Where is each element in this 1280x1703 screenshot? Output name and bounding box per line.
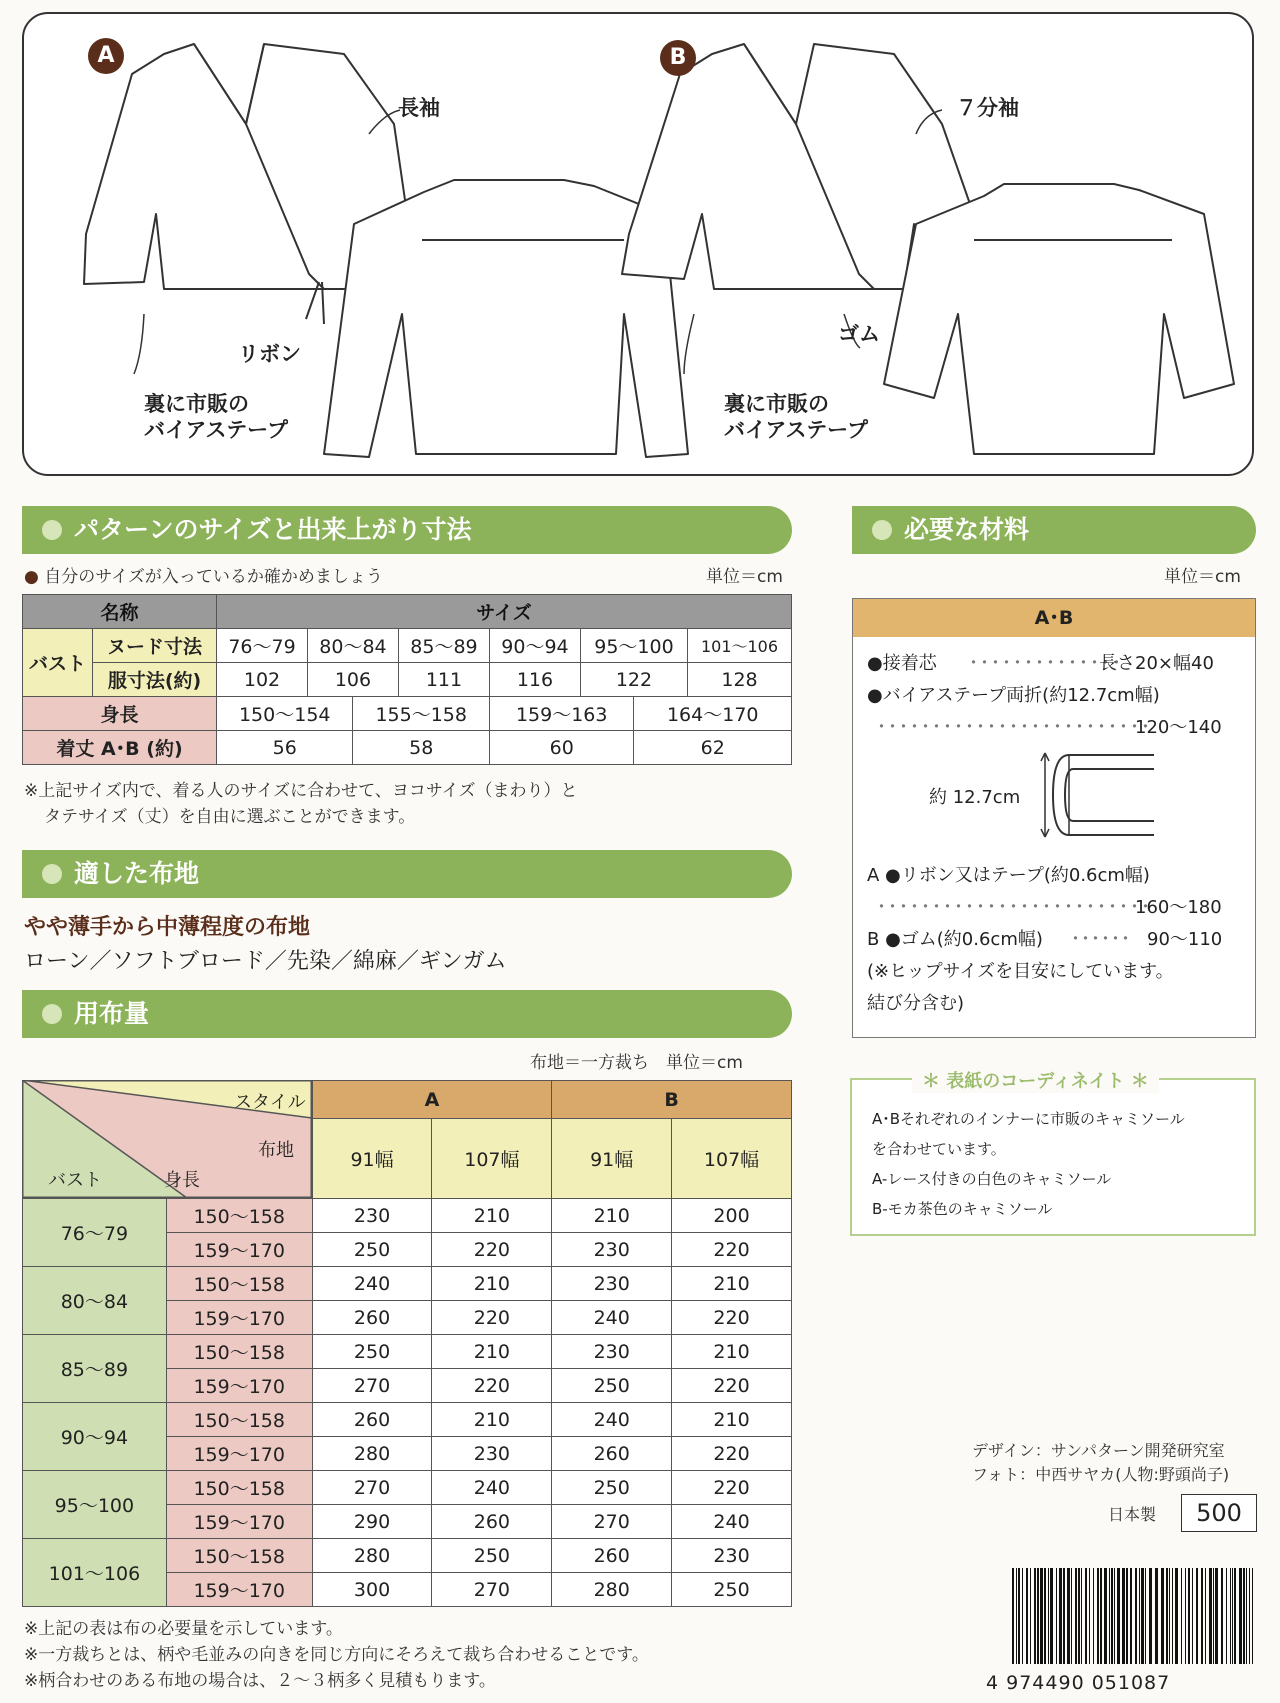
barcode-bar: [1071, 1568, 1072, 1664]
garment-value: 128: [688, 663, 792, 697]
barcode-bar: [1012, 1568, 1014, 1664]
credit-photo: フォト：中西サヤカ(人物:野頭尚子): [972, 1465, 1230, 1484]
length-value: 56: [217, 731, 353, 765]
length-value: 58: [353, 731, 489, 765]
barcode-bar: [1221, 1568, 1223, 1664]
barcode-bar: [1230, 1568, 1231, 1664]
badge-a: A: [88, 38, 124, 74]
height-cell: 159〜170: [166, 1505, 312, 1539]
yardage-value: 210: [432, 1403, 552, 1437]
illustration-panel: [22, 12, 1254, 476]
materials-header: A･B: [853, 599, 1255, 637]
bullet-icon: [42, 1004, 62, 1024]
yardage-value: 210: [432, 1199, 552, 1233]
barcode-bar: [1209, 1568, 1212, 1664]
dot-leader: ･････････････････････････: [877, 717, 1152, 738]
garment-value: 122: [580, 663, 687, 697]
label-bias-b-1: 裏に市販の: [724, 392, 829, 416]
corner-height: 身長: [164, 1170, 200, 1191]
yardage-value: 280: [552, 1573, 672, 1607]
table-row: [23, 1471, 792, 1505]
yardage-footnote-3: ※柄合わせのある布地の場合は、２〜３柄多く見積もります。: [24, 1671, 496, 1691]
height-cell: 150〜158: [166, 1267, 312, 1301]
size-footnote-2: タテサイズ（丈）を自由に選ぶことができます。: [44, 807, 416, 827]
barcode-bar: [1169, 1568, 1170, 1664]
materials-section-header: 必要な材料: [852, 506, 1256, 554]
ribbon-label: A ●リボン又はテープ(約0.6cm幅): [867, 865, 1150, 886]
size-section-header: パターンのサイズと出来上がり寸法: [22, 506, 792, 554]
barcode-bar: [1175, 1568, 1178, 1664]
height-cell: 150〜158: [166, 1539, 312, 1573]
yardage-value: 210: [672, 1267, 792, 1301]
bust-cell: 101〜106: [23, 1539, 167, 1607]
barcode-bar: [1081, 1568, 1082, 1664]
height-label: 身長: [23, 697, 217, 731]
barcode-bar: [1232, 1568, 1233, 1664]
bust-cell: 80〜84: [23, 1267, 167, 1335]
yardage-table: [22, 1080, 792, 1607]
style-b-header: B: [552, 1081, 792, 1119]
ribbon-value: 160〜180: [1135, 897, 1222, 918]
coordinate-title: ＊ 表紙のコーディネイト ＊: [912, 1067, 1159, 1093]
barcode-bar: [1067, 1568, 1070, 1664]
height-cell: 150〜158: [166, 1403, 312, 1437]
nude-value: 85〜89: [398, 629, 489, 663]
elastic-note-1: (※ヒップサイズを目安にしています。: [867, 961, 1174, 982]
yardage-value: 220: [432, 1233, 552, 1267]
barcode-bar: [1104, 1568, 1107, 1664]
barcode-bar: [1141, 1568, 1144, 1664]
barcode-bar: [1226, 1568, 1227, 1664]
dot-leader: ･････････････････････････: [877, 897, 1152, 918]
height-cell: 159〜170: [166, 1369, 312, 1403]
barcode-bar: [1213, 1568, 1214, 1664]
made-in: 日本製: [1108, 1505, 1157, 1524]
height-cell: 150〜158: [166, 1199, 312, 1233]
badge-b: B: [660, 40, 696, 76]
size-note: ● 自分のサイズが入っているか確かめましょう: [24, 567, 383, 587]
yardage-value: 220: [672, 1233, 792, 1267]
barcode-bar: [1196, 1568, 1198, 1664]
tape-width-label: 約 12.7cm: [929, 787, 1021, 808]
barcode-bar: [1059, 1568, 1062, 1664]
height-cell: 159〜170: [166, 1233, 312, 1267]
yardage-value: 240: [432, 1471, 552, 1505]
yardage-value: 210: [672, 1403, 792, 1437]
table-row: [23, 1539, 792, 1573]
nude-value: 80〜84: [307, 629, 398, 663]
coordinate-box: [850, 1071, 1256, 1236]
yardage-value: 290: [312, 1505, 432, 1539]
height-cell: 150〜158: [166, 1335, 312, 1369]
length-value: 60: [489, 731, 634, 765]
price-box: 500: [1181, 1494, 1257, 1532]
bust-cell: 95〜100: [23, 1471, 167, 1539]
yardage-value: 260: [312, 1403, 432, 1437]
nude-value: 76〜79: [217, 629, 308, 663]
yardage-value: 220: [672, 1471, 792, 1505]
barcode-bar: [1078, 1568, 1080, 1664]
height-cell: 159〜170: [166, 1301, 312, 1335]
table-row: [23, 1267, 792, 1301]
height-cell: 159〜170: [166, 1437, 312, 1471]
yardage-footnote-1: ※上記の表は布の必要量を示しています。: [24, 1619, 343, 1639]
label-three-quarter: ７分袖: [956, 96, 1019, 120]
barcode-bar: [1246, 1568, 1247, 1664]
corner-fabric: 布地: [258, 1140, 294, 1161]
dot-leader: ･･････････････: [969, 653, 1123, 674]
yardage-value: 250: [312, 1335, 432, 1369]
label-bias-a-1: 裏に市販の: [144, 392, 249, 416]
height-value: 164〜170: [634, 697, 792, 731]
barcode-bar: [1201, 1568, 1203, 1664]
corner-bust: バスト: [48, 1170, 102, 1191]
elastic-label: B ●ゴム(約0.6cm幅): [867, 929, 1043, 950]
materials-unit: 単位＝cm: [1164, 567, 1241, 587]
label-long-sleeve: 長袖: [398, 96, 440, 120]
garment-b-back: [884, 184, 1234, 454]
yardage-unit: 布地＝一方裁ち 単位＝cm: [530, 1053, 743, 1073]
bullet-icon: [42, 864, 62, 884]
nude-label: ヌード寸法: [93, 629, 217, 663]
barcode-bar: [1097, 1568, 1099, 1664]
yardage-value: 230: [672, 1539, 792, 1573]
size-table: [22, 594, 792, 765]
barcode-icon: [1010, 1568, 1258, 1668]
yardage-value: 210: [552, 1199, 672, 1233]
style-a-header: A: [312, 1081, 552, 1119]
width-header: 107幅: [672, 1119, 792, 1199]
barcode-bar: [1161, 1568, 1164, 1664]
coordinate-line: を合わせています。: [872, 1140, 1006, 1158]
barcode-bar: [1016, 1568, 1017, 1664]
barcode-bar: [1093, 1568, 1094, 1664]
barcode-bar: [1139, 1568, 1140, 1664]
yardage-value: 230: [552, 1267, 672, 1301]
yardage-value: 270: [552, 1505, 672, 1539]
yardage-value: 220: [432, 1301, 552, 1335]
height-value: 159〜163: [489, 697, 634, 731]
fabric-line-2: ローン／ソフトブロード／先染／綿麻／ギンガム: [24, 949, 507, 974]
yardage-value: 280: [312, 1437, 432, 1471]
yardage-value: 220: [672, 1437, 792, 1471]
bust-cell: 76〜79: [23, 1199, 167, 1267]
barcode-bar: [1044, 1568, 1046, 1664]
garment-value: 111: [398, 663, 489, 697]
barcode-bar: [1022, 1568, 1023, 1664]
barcode-bar: [1111, 1568, 1113, 1664]
barcode-bar: [1249, 1568, 1250, 1664]
barcode-bar: [1149, 1568, 1152, 1664]
width-header: 91幅: [552, 1119, 672, 1199]
yardage-value: 300: [312, 1573, 432, 1607]
yardage-value: 240: [552, 1301, 672, 1335]
header-name: 名称: [23, 595, 217, 629]
yardage-value: 250: [552, 1471, 672, 1505]
barcode-bar: [1075, 1568, 1077, 1664]
barcode-bar: [1063, 1568, 1065, 1664]
yardage-value: 250: [672, 1573, 792, 1607]
yardage-value: 260: [552, 1437, 672, 1471]
barcode-number: 4 974490 051087: [986, 1672, 1171, 1694]
yardage-value: 210: [432, 1267, 552, 1301]
yardage-value: 200: [672, 1199, 792, 1233]
yardage-value: 220: [672, 1301, 792, 1335]
barcode-bar: [1117, 1568, 1120, 1664]
barcode-bar: [1172, 1568, 1173, 1664]
yardage-value: 250: [312, 1233, 432, 1267]
yardage-value: 270: [312, 1471, 432, 1505]
barcode-bar: [1188, 1568, 1190, 1664]
yardage-value: 260: [432, 1505, 552, 1539]
barcode-bar: [1026, 1568, 1028, 1664]
garment-value: 102: [217, 663, 308, 697]
nude-value: 90〜94: [489, 629, 580, 663]
yardage-value: 220: [672, 1369, 792, 1403]
height-value: 155〜158: [353, 697, 489, 731]
table-row: [23, 1403, 792, 1437]
barcode-bar: [1130, 1568, 1132, 1664]
barcode-bar: [1181, 1568, 1182, 1664]
barcode-bar: [1122, 1568, 1125, 1664]
bullet-icon: [872, 520, 892, 540]
size-unit: 単位＝cm: [706, 567, 783, 587]
bust-cell: 90〜94: [23, 1403, 167, 1471]
yardage-value: 250: [432, 1539, 552, 1573]
barcode-bar: [1239, 1568, 1242, 1664]
bias-tape-diagram: [1039, 745, 1159, 845]
barcode-bar: [1037, 1568, 1039, 1664]
barcode-bar: [1145, 1568, 1146, 1664]
height-cell: 159〜170: [166, 1573, 312, 1607]
yardage-value: 250: [552, 1369, 672, 1403]
barcode-bar: [1126, 1568, 1128, 1664]
barcode-bar: [1205, 1568, 1206, 1664]
height-value: 150〜154: [217, 697, 353, 731]
label-bias-b-2: バイアステープ: [724, 418, 869, 442]
bullet-icon: [42, 520, 62, 540]
barcode-bar: [1050, 1568, 1053, 1664]
barcode-bar: [1034, 1568, 1036, 1664]
elastic-value: 90〜110: [1147, 929, 1223, 950]
coordinate-line: B-モカ茶色のキャミソール: [872, 1200, 1053, 1218]
garment-value: 106: [307, 663, 398, 697]
nude-value: 101〜106: [688, 629, 792, 663]
yardage-value: 230: [552, 1233, 672, 1267]
length-label: 着丈 A･B (約): [23, 731, 217, 765]
label-bias-a-2: バイアステープ: [144, 418, 289, 442]
label-ribbon: リボン: [238, 342, 301, 366]
barcode-bar: [1243, 1568, 1245, 1664]
garment-value: 116: [489, 663, 580, 697]
yardage-table-wrap: [22, 1080, 792, 1600]
barcode-bar: [1085, 1568, 1087, 1664]
width-header: 91幅: [312, 1119, 432, 1199]
corner-style: スタイル: [234, 1092, 306, 1113]
yardage-value: 240: [312, 1267, 432, 1301]
bust-cell: 85〜89: [23, 1335, 167, 1403]
barcode-bar: [1018, 1568, 1020, 1664]
barcode-bar: [1215, 1568, 1218, 1664]
width-header: 107幅: [432, 1119, 552, 1199]
yardage-section-header: 用布量: [22, 990, 792, 1038]
interfacing-label: ●接着芯: [867, 653, 937, 674]
barcode-bar: [1100, 1568, 1102, 1664]
barcode-bar: [1252, 1568, 1253, 1664]
credit-design: デザイン：サンパターン開発研究室: [972, 1441, 1225, 1460]
yardage-value: 230: [432, 1437, 552, 1471]
label-elastic: ゴム: [838, 322, 880, 346]
height-cell: 150〜158: [166, 1471, 312, 1505]
table-row: [23, 1335, 792, 1369]
garment-label: 服寸法(約): [93, 663, 217, 697]
nude-value: 95〜100: [580, 629, 687, 663]
dot-leader: ･･････: [1071, 929, 1131, 950]
barcode-bar: [1234, 1568, 1236, 1664]
yardage-value: 270: [312, 1369, 432, 1403]
yardage-value: 240: [552, 1403, 672, 1437]
yardage-value: 230: [552, 1335, 672, 1369]
bias-tape-label: ●バイアステープ両折(約12.7cm幅): [867, 685, 1160, 706]
length-value: 62: [634, 731, 792, 765]
bias-tape-value: 120〜140: [1135, 717, 1222, 738]
bullet-dot-icon: ●: [24, 567, 39, 587]
barcode-bar: [1155, 1568, 1158, 1664]
coordinate-line: A-レース付きの白色のキャミソール: [872, 1170, 1112, 1188]
bust-label: バスト: [23, 629, 93, 697]
yardage-value: 260: [312, 1301, 432, 1335]
size-footnote-1: ※上記サイズ内で、着る人のサイズに合わせて、ヨコサイズ（まわり）と: [24, 781, 578, 801]
interfacing-value: 長さ20×幅40: [1099, 653, 1214, 674]
yardage-value: 280: [312, 1539, 432, 1573]
barcode-bar: [1030, 1568, 1031, 1664]
yardage-value: 240: [672, 1505, 792, 1539]
barcode-bar: [1135, 1568, 1137, 1664]
yardage-value: 220: [432, 1369, 552, 1403]
barcode-bar: [1048, 1568, 1049, 1664]
corner-cell: [23, 1081, 313, 1199]
barcode-bar: [1040, 1568, 1043, 1664]
elastic-note-2: 結び分含む): [867, 993, 965, 1014]
materials-box: [852, 598, 1256, 1038]
barcode-bar: [1089, 1568, 1090, 1664]
table-row: [23, 1199, 792, 1233]
yardage-footnote-2: ※一方裁ちとは、柄や毛並みの向きを同じ方向にそろえて裁ち合わせることです。: [24, 1645, 649, 1665]
yardage-value: 230: [312, 1199, 432, 1233]
yardage-value: 210: [672, 1335, 792, 1369]
barcode-bar: [1114, 1568, 1115, 1664]
fabric-section-header: 適した布地: [22, 850, 792, 898]
barcode-bar: [1166, 1568, 1168, 1664]
yardage-value: 270: [432, 1573, 552, 1607]
barcode-bar: [1056, 1568, 1057, 1664]
yardage-value: 260: [552, 1539, 672, 1573]
barcode-bar: [1192, 1568, 1193, 1664]
barcode-bar: [1109, 1568, 1110, 1664]
fabric-line-1: やや薄手から中薄程度の布地: [24, 915, 311, 940]
header-size: サイズ: [217, 595, 792, 629]
barcode-bar: [1185, 1568, 1186, 1664]
yardage-value: 210: [432, 1335, 552, 1369]
coordinate-line: A･Bそれぞれのインナーに市販のキャミソール: [872, 1110, 1185, 1128]
